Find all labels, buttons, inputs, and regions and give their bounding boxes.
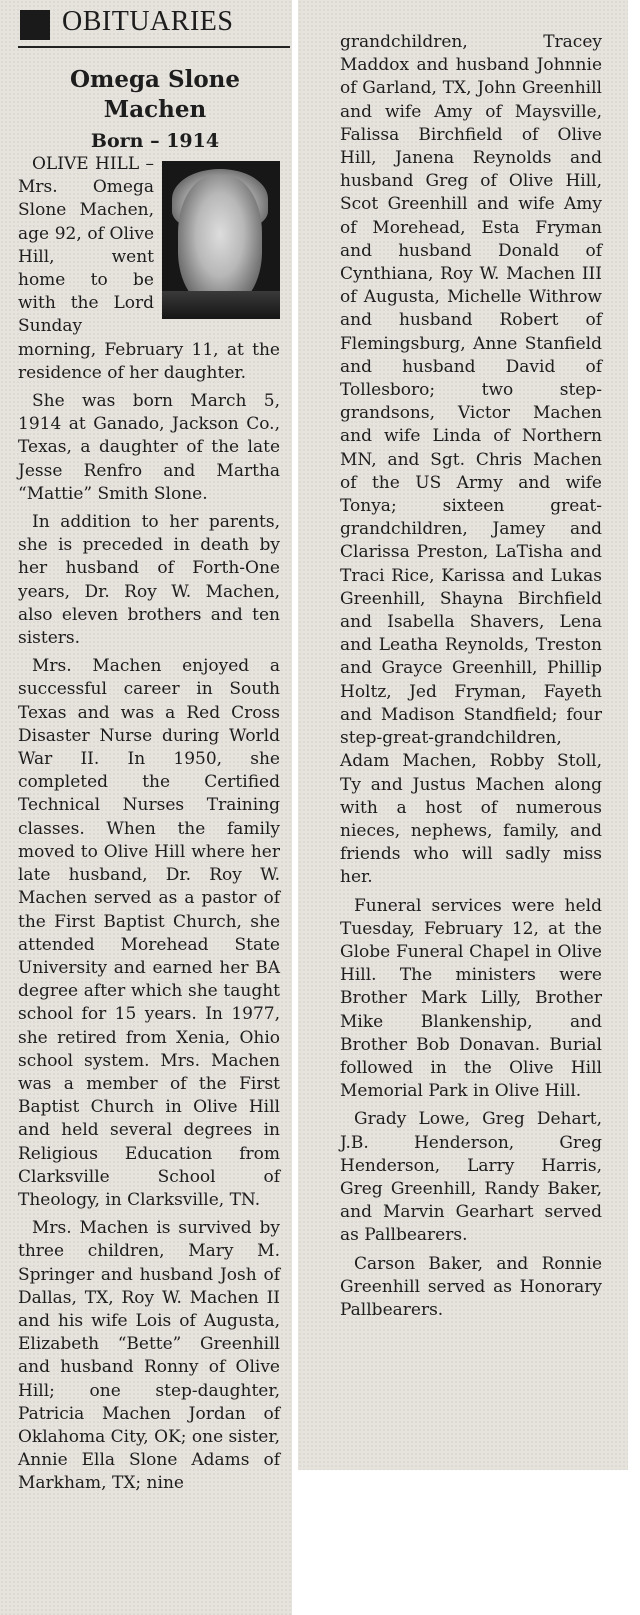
- obituary-name-line1: Omega Slone: [69, 66, 241, 93]
- section-title: OBITUARIES: [62, 6, 234, 37]
- portrait-photo: [162, 161, 280, 319]
- obituary-paragraph: She was born March 5, 1914 at Ganado, Jackson Co., Texas, a daughter of the late Jesse Renfro and Martha “Mattie” Smith Slone.: [18, 391, 280, 504]
- obituary-paragraph: Funeral services were held Tuesday, February 12, at the Globe Funeral Chapel in Olive Hill. The ministers were Brother Mark Lilly, Brother Mike Blankenship, and Brother Bob Donavan. Burial followed in the Olive Hill Memorial Park in Olive Hill.: [340, 895, 602, 1102]
- obituary-paragraph: Grady Lowe, Greg Dehart, J.B. Henderson, Greg Henderson, Larry Harris, Greg Greenhill, Randy Baker, and Marvin Gearhart served as Pallbearers.: [340, 1109, 602, 1246]
- obituary-right-column: [340, 31, 602, 1327]
- obituary-paragraph: In addition to her parents, she is preceded in death by her husband of Forth-One years, Dr. Roy W. Machen, also eleven brothers and ten sisters.: [18, 512, 280, 649]
- obituary-born-line: Born – 1914: [90, 130, 220, 152]
- obituary-paragraph: grandchildren, Tracey Maddox and husband Johnnie of Garland, TX, John Greenhill and wife Amy of Maysville, Falissa Birchfield of Olive Hill, Janena Reynolds and husband Greg of Olive Hill, Scot Greenhill and wife Amy of Morehead, Esta Fryman and husband Donald of Cynthiana, Roy W. Machen III of Augusta, Michelle Withrow and husband Robert of Flemingsburg, Anne Stanfield and husband David of Tollesboro; two step-grandsons, Victor Machen and wife Linda of Northern MN, and Sgt. Chris Machen of the US Army and wife Tonya; sixteen great-grandchildren, Jamey and Clarissa Preston, LaTisha and Traci Rice, Karissa and Lukas Greenhill, Shayna Birchfield and Isabella Shavers, Lena and Leatha Reynolds, Treston and Grayce Greenhill, Phillip Holtz, Jed Fryman, Fayeth and Madison Standfield; four step-great-grandchildren, Adam Machen, Robby Stoll, Ty and Justus Machen along with a host of numerous nieces, nephews, family, and friends who will sadly miss her.: [340, 32, 602, 888]
- obituary-paragraph: Carson Baker, and Ronnie Greenhill served as Honorary Pallbearers.: [340, 1253, 602, 1320]
- obituary-name-line2: Machen: [103, 96, 207, 123]
- obituary-paragraph: OLIVE HILL – Mrs. Omega Slone Machen, age 92, of Olive Hill, went home to be with the Lord Sunday morning, February 11, at the residence of her daughter.: [18, 154, 280, 383]
- obituary-paragraph: Mrs. Machen enjoyed a successful career in South Texas and was a Red Cross Disaster Nurse during World War II. In 1950, she completed the Certified Technical Nurses Training classes. When the family moved to Olive Hill where her late husband, Dr. Roy W. Machen served as a pastor of the First Baptist Church, she attended Morehead State University and earned her BA degree after which she taught school for 15 years. In 1977, she retired from Xenia, Ohio school system. Mrs. Machen was a member of the First Baptist Church in Olive Hill and held several degrees in Religious Education from Clarksville School of Theology, in Clarksville, TN.: [18, 656, 280, 1210]
- section-square-icon: [20, 10, 50, 40]
- obituary-left-column: [18, 153, 280, 1501]
- obituary-paragraph: Mrs. Machen is survived by three children, Mary M. Springer and husband Josh of Dallas, TX, Roy W. Machen II and his wife Lois of Augusta, Elizabeth “Bette” Greenhill and husband Ronny of Olive Hill; one step-daughter, Patricia Machen Jordan of Oklahoma City, OK; one sister, Annie Ella Slone Adams of Markham, TX; nine: [18, 1218, 280, 1494]
- section-header: [18, 4, 290, 48]
